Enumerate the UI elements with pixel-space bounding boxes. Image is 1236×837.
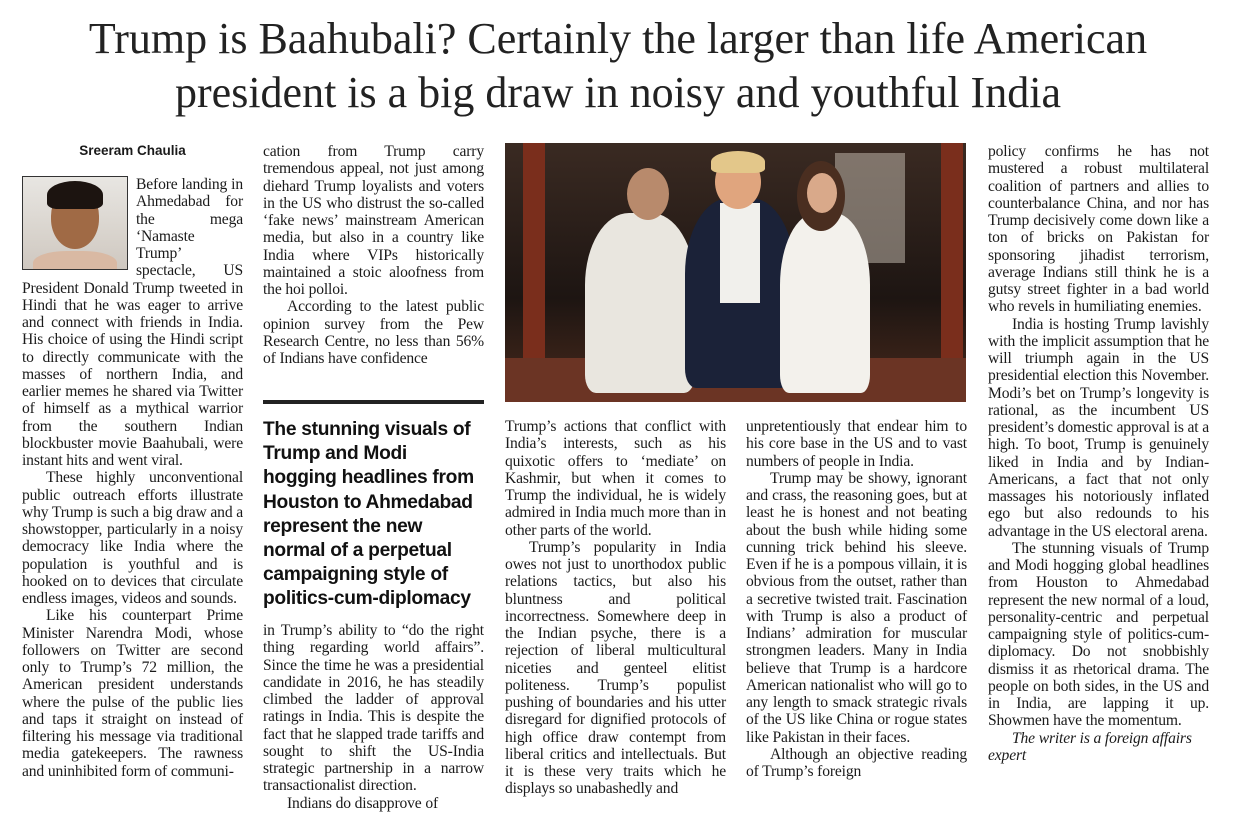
paragraph: Like his counterpart Prime Minister Narendra Modi, whose followers on Twitter are second only to Trump’s 72 million, the American president understands where the pulse of the public lies and taps it straight on instead of filtering his message via traditional media gatekeepers. The rawness and uninhibited form of communi-: [22, 607, 243, 780]
headline: Trump is Baahubali? Certainly the larger than life American president is a big draw in noisy and youthful India: [88, 14, 1148, 117]
column-3: [505, 418, 726, 798]
pull-quote: The stunning visuals of Trump and Modi hogging headlines from Houston to Ahmedabad represent the new normal of a perpetual campaigning style of politics-cum-diplomacy: [263, 400, 484, 612]
column-4: [746, 418, 967, 780]
author-photo: [22, 176, 128, 270]
paragraph: According to the latest public opinion survey from the Pew Research Centre, no less than 56% of Indians have confidence: [263, 298, 484, 367]
paragraph: Trump may be showy, ignorant and crass, the reasoning goes, but at least he is honest and not beating about the bush while hiding some cunning trick behind his sleeve. Even if he is a pompous villain, it is obvious from the outset, rather than a secretive twisted trait. Fascination with Trump is also a product of Indians’ admiration for muscular strongmen leaders. Many in India believe that Trump is a hardcore American nationalist who will go to any length to smack strategic rivals of the US like China or rogue states like Pakistan in their faces.: [746, 469, 967, 746]
paragraph: India is hosting Trump lavishly with the implicit assumption that he will triumph again in the US presidential election this November. Modi’s bet on Trump’s longevity is rational, as the incumbent US president’s domestic approval is at a high. To boot, Trump is genuinely liked in India and by Indian-Americans, a fact that not only massages his notoriously inflated ego but also redounds to his advantage in the US electoral arena.: [988, 315, 1209, 540]
byline: Sreeram Chaulia: [79, 143, 186, 158]
paragraph: Trump’s actions that conflict with India’s interests, such as his quixotic offers to ‘mediate’ on Kashmir, but when it comes to Trump the individual, he is widely admired in India much more than in other parts of the world.: [505, 418, 726, 539]
paragraph: policy confirms he has not mustered a robust multilateral coalition of partners and allies to counterbalance China, and nor has Trump decisively come down like a ton of bricks on Pakistan for sponsoring jihadist terrorism, average Indians still think he is a gutsy street fighter in a bad world who revels in humiliating enemies.: [988, 143, 1209, 316]
paragraph: Before landing in Ahmedabad for the mega ‘Namaste Trump’ spectacle, US President Donald Trump tweeted in Hindi that he was eager to arrive and connect with friends in India. His choice of using the Hindi script to directly communicate with the masses of northern India, and earlier memes he shared via Twitter of himself as a mythical warrior from the southern Indian blockbuster movie Baahubali, were instant hits and went viral.: [22, 176, 243, 469]
paragraph: Indians do disapprove of: [287, 794, 439, 812]
paragraph: The stunning visuals of Trump and Modi hogging global headlines from Houston to Ahmedabad represent the new normal of a loud, personality-centric and perpetual campaigning style of politics-cum-diplomacy. Do not snobbishly dismiss it as rhetorical drama. The people on both sides, in the US and in India, are lapping it up. Showmen have the momentum.: [988, 539, 1209, 730]
article-photo: [505, 143, 966, 402]
author-signoff: The writer is a foreign affairs expert: [988, 729, 1192, 764]
column-1: [22, 176, 243, 780]
column-2-bottom: [263, 622, 484, 812]
paragraph: These highly unconventional public outreach efforts illustrate why Trump is such a big draw and a showstopper, particularly in a noisy democracy like India where the population is youthful and is hooked on to devices that circulate endless images, videos and sounds.: [22, 469, 243, 607]
paragraph: Trump’s popularity in India owes not just to unorthodox public relations tactics, but also his bluntness and political incorrectness. Somewhere deep in the Indian psyche, there is a rejection of liberal multicultural niceties and genteel elitist politeness. Trump’s populist pushing of boundaries and his utter disregard for dignified protocols of high office draw contempt from liberal critics and intellectuals. But it is these very traits which he displays so unabashedly and: [505, 538, 726, 798]
paragraph: unpretentiously that endear him to his core base in the US and to vast numbers of people in India.: [746, 418, 967, 470]
column-2-top: [263, 143, 484, 367]
paragraph: Although an objective reading of Trump’s foreign: [746, 745, 967, 780]
column-5: [988, 143, 1209, 764]
paragraph: in Trump’s ability to “do the right thing regarding world affairs”. Since the time he was a presidential candidate in 2016, he has steadily climbed the ladder of approval ratings in India. This is despite the fact that he slapped trade tariffs and sought to shift the US-India strategic partnership in a narrow transactionalist direction.: [263, 622, 484, 795]
paragraph: cation from Trump carry tremendous appeal, not just among diehard Trump loyalists and voters in the US who distrust the so-called ‘fake news’ mainstream American media, but also in a country like India where VIPs historically maintained a stoic aloofness from the hoi polloi.: [263, 143, 484, 298]
